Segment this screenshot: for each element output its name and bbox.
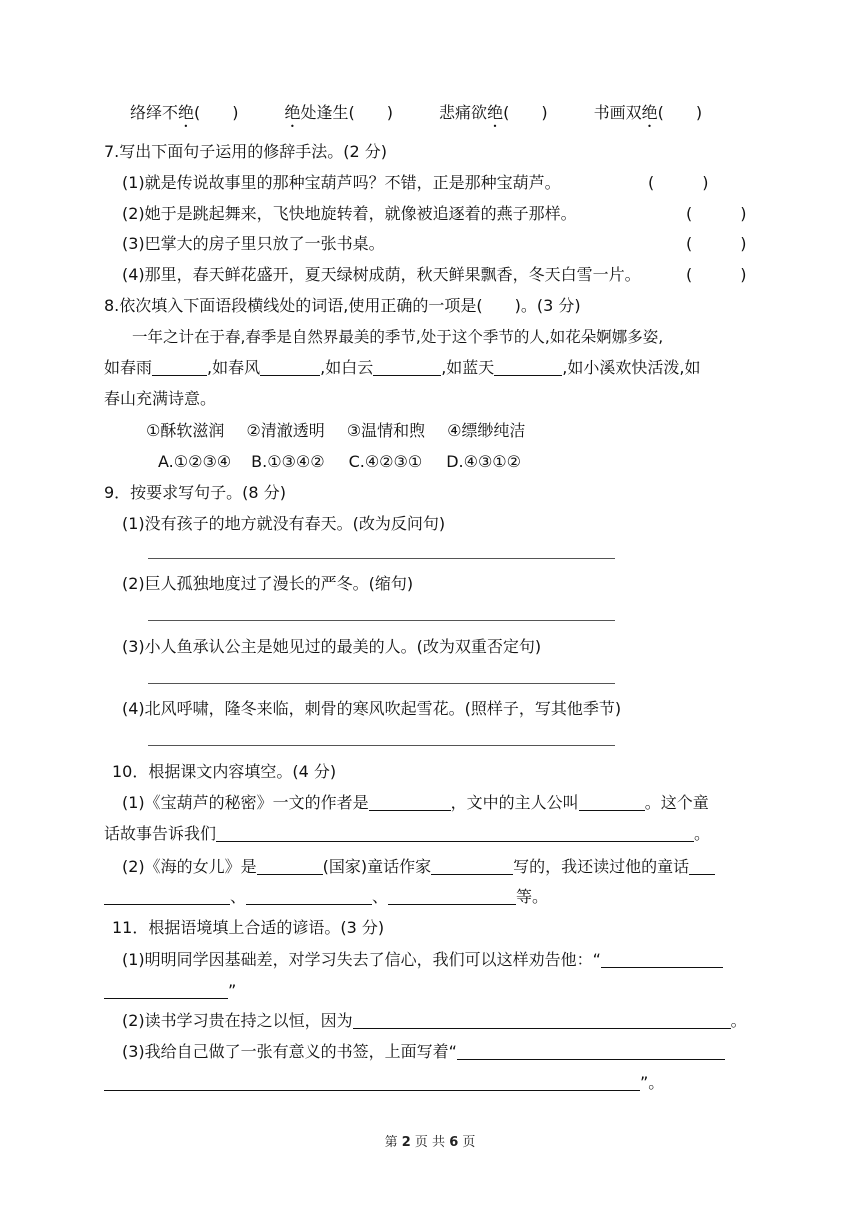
page-footer: 第 2 页 共 6 页 — [384, 1135, 476, 1150]
q6-word-2: 绝处逢生( ) — [284, 103, 394, 122]
q11-line-1: (1)明明同学因基础差，对学习失去了信心，我们可以这样劝告他：“ — [122, 949, 723, 971]
q10-blank-story-2[interactable] — [246, 888, 372, 905]
q11-blank-3b[interactable] — [104, 1074, 640, 1091]
q7-item-1: (1)就是传说故事里的那种宝葫芦吗？不错，正是那种宝葫芦。 — [122, 173, 561, 192]
q10-blank-writer[interactable] — [431, 858, 513, 875]
q8-option-b[interactable]: B.①③④② — [251, 452, 325, 471]
q11-blank-2[interactable] — [353, 1012, 731, 1029]
q8-choice-3: ③温情和煦 — [346, 421, 426, 440]
q9-item-2: (2)巨人孤独地度过了漫长的严冬。(缩句) — [122, 574, 414, 593]
q11-line-2: ” — [104, 980, 236, 1002]
q7-item-2: (2)她于是跳起舞来，飞快地旋转着，就像被追逐着的燕子那样。 — [122, 204, 577, 223]
q10-blank-story-1b[interactable] — [104, 888, 230, 905]
q11-line-4: (3)我给自己做了一张有意义的书签，上面写着“ — [122, 1041, 725, 1063]
q10-title: 10．根据课文内容填空。(4 分) — [112, 762, 337, 781]
q11-blank-3a[interactable] — [457, 1043, 725, 1060]
q10-blank-lesson[interactable] — [216, 825, 694, 842]
q8-choice-4: ④缥缈纯洁 — [447, 421, 526, 440]
q7-answer-1[interactable]: ( ) — [648, 173, 709, 192]
q9-answer-line-4[interactable] — [148, 745, 615, 746]
q10-blank-country[interactable] — [257, 858, 323, 875]
q9-item-3: (3)小人鱼承认公主是她见过的最美的人。(改为双重否定句) — [122, 637, 542, 656]
q8-choices — [146, 420, 525, 442]
q6-word-3: 悲痛欲绝( ) — [439, 103, 548, 122]
q11-blank-1a[interactable] — [601, 951, 723, 968]
q11-blank-1b[interactable] — [104, 982, 228, 999]
q8-para-line-3: 春山充满诗意。 — [104, 389, 217, 408]
q7-item-3: (3)巴掌大的房子里只放了一张书桌。 — [122, 234, 385, 253]
q8-choice-2: ②清澈透明 — [246, 421, 325, 440]
q7-answer-3[interactable]: ( ) — [686, 234, 747, 253]
q8-choice-1: ①酥软滋润 — [146, 421, 225, 440]
q11-line-3: (2)读书学习贵在持之以恒，因为 。 — [122, 1011, 747, 1030]
q10-line-2: 话故事告诉我们 。 — [104, 824, 711, 843]
q6-word-1: 络绎不绝( ) — [130, 103, 239, 122]
q10-line-1: (1)《宝葫芦的秘密》一文的作者是 ，文中的主人公叫 。这个童 — [122, 793, 709, 812]
q8-title: 8.依次填入下面语段横线处的词语,使用正确的一项是( )。(3 分) — [104, 296, 581, 315]
q8-blank-1[interactable] — [152, 359, 207, 376]
q6-word-row — [130, 102, 702, 131]
q11-title: 11．根据语境填上合适的谚语。(3 分) — [112, 918, 385, 937]
q10-blank-protagonist[interactable] — [579, 794, 645, 811]
q9-answer-line-1[interactable] — [148, 558, 615, 559]
q8-para-line-1: 一年之计在于春,春季是自然界最美的季节,处于这个季节的人,如花朵婀娜多姿, — [132, 328, 664, 346]
q11-line-5: ”。 — [104, 1072, 664, 1094]
q8-option-a[interactable]: A.①②③④ — [158, 452, 232, 471]
q8-option-c[interactable]: C.④②③① — [348, 452, 423, 471]
q8-option-d[interactable]: D.④③①② — [446, 452, 521, 471]
q7-answer-2[interactable]: ( ) — [686, 204, 747, 223]
q8-para-line-2: 如春雨 ,如春风 ,如白云 ,如蓝天 ,如小溪欢快活泼,如 — [104, 358, 701, 377]
q9-answer-line-3[interactable] — [148, 683, 615, 684]
q9-item-1: (1)没有孩子的地方就没有春天。(改为反问句) — [122, 514, 446, 533]
q10-blank-author[interactable] — [369, 794, 451, 811]
q10-blank-story-1a[interactable] — [689, 858, 715, 875]
q8-options — [158, 451, 521, 473]
q10-blank-story-3[interactable] — [388, 888, 516, 905]
q8-blank-4[interactable] — [494, 359, 562, 376]
total-page-number: 6 — [449, 1135, 459, 1150]
q7-title: 7.写出下面句子运用的修辞手法。(2 分) — [104, 142, 388, 161]
q9-item-4: (4)北风呼啸，隆冬来临，刺骨的寒风吹起雪花。(照样子，写其他季节) — [122, 699, 622, 718]
current-page-number: 2 — [401, 1135, 411, 1150]
q10-line-3: (2)《海的女儿》是 (国家)童话作家 写的，我还读过他的童话 — [122, 856, 715, 878]
q7-item-4: (4)那里，春天鲜花盛开，夏天绿树成荫，秋天鲜果飘香，冬天白雪一片。 — [122, 265, 641, 284]
q9-answer-line-2[interactable] — [148, 620, 615, 621]
q8-blank-2[interactable] — [260, 359, 320, 376]
q8-blank-3[interactable] — [373, 359, 441, 376]
q9-title: 9．按要求写句子。(8 分) — [104, 483, 286, 502]
q10-line-4: 、 、 等。 — [104, 886, 548, 908]
q7-answer-4[interactable]: ( ) — [686, 265, 747, 284]
q6-word-4: 书画双绝( ) — [593, 103, 703, 122]
